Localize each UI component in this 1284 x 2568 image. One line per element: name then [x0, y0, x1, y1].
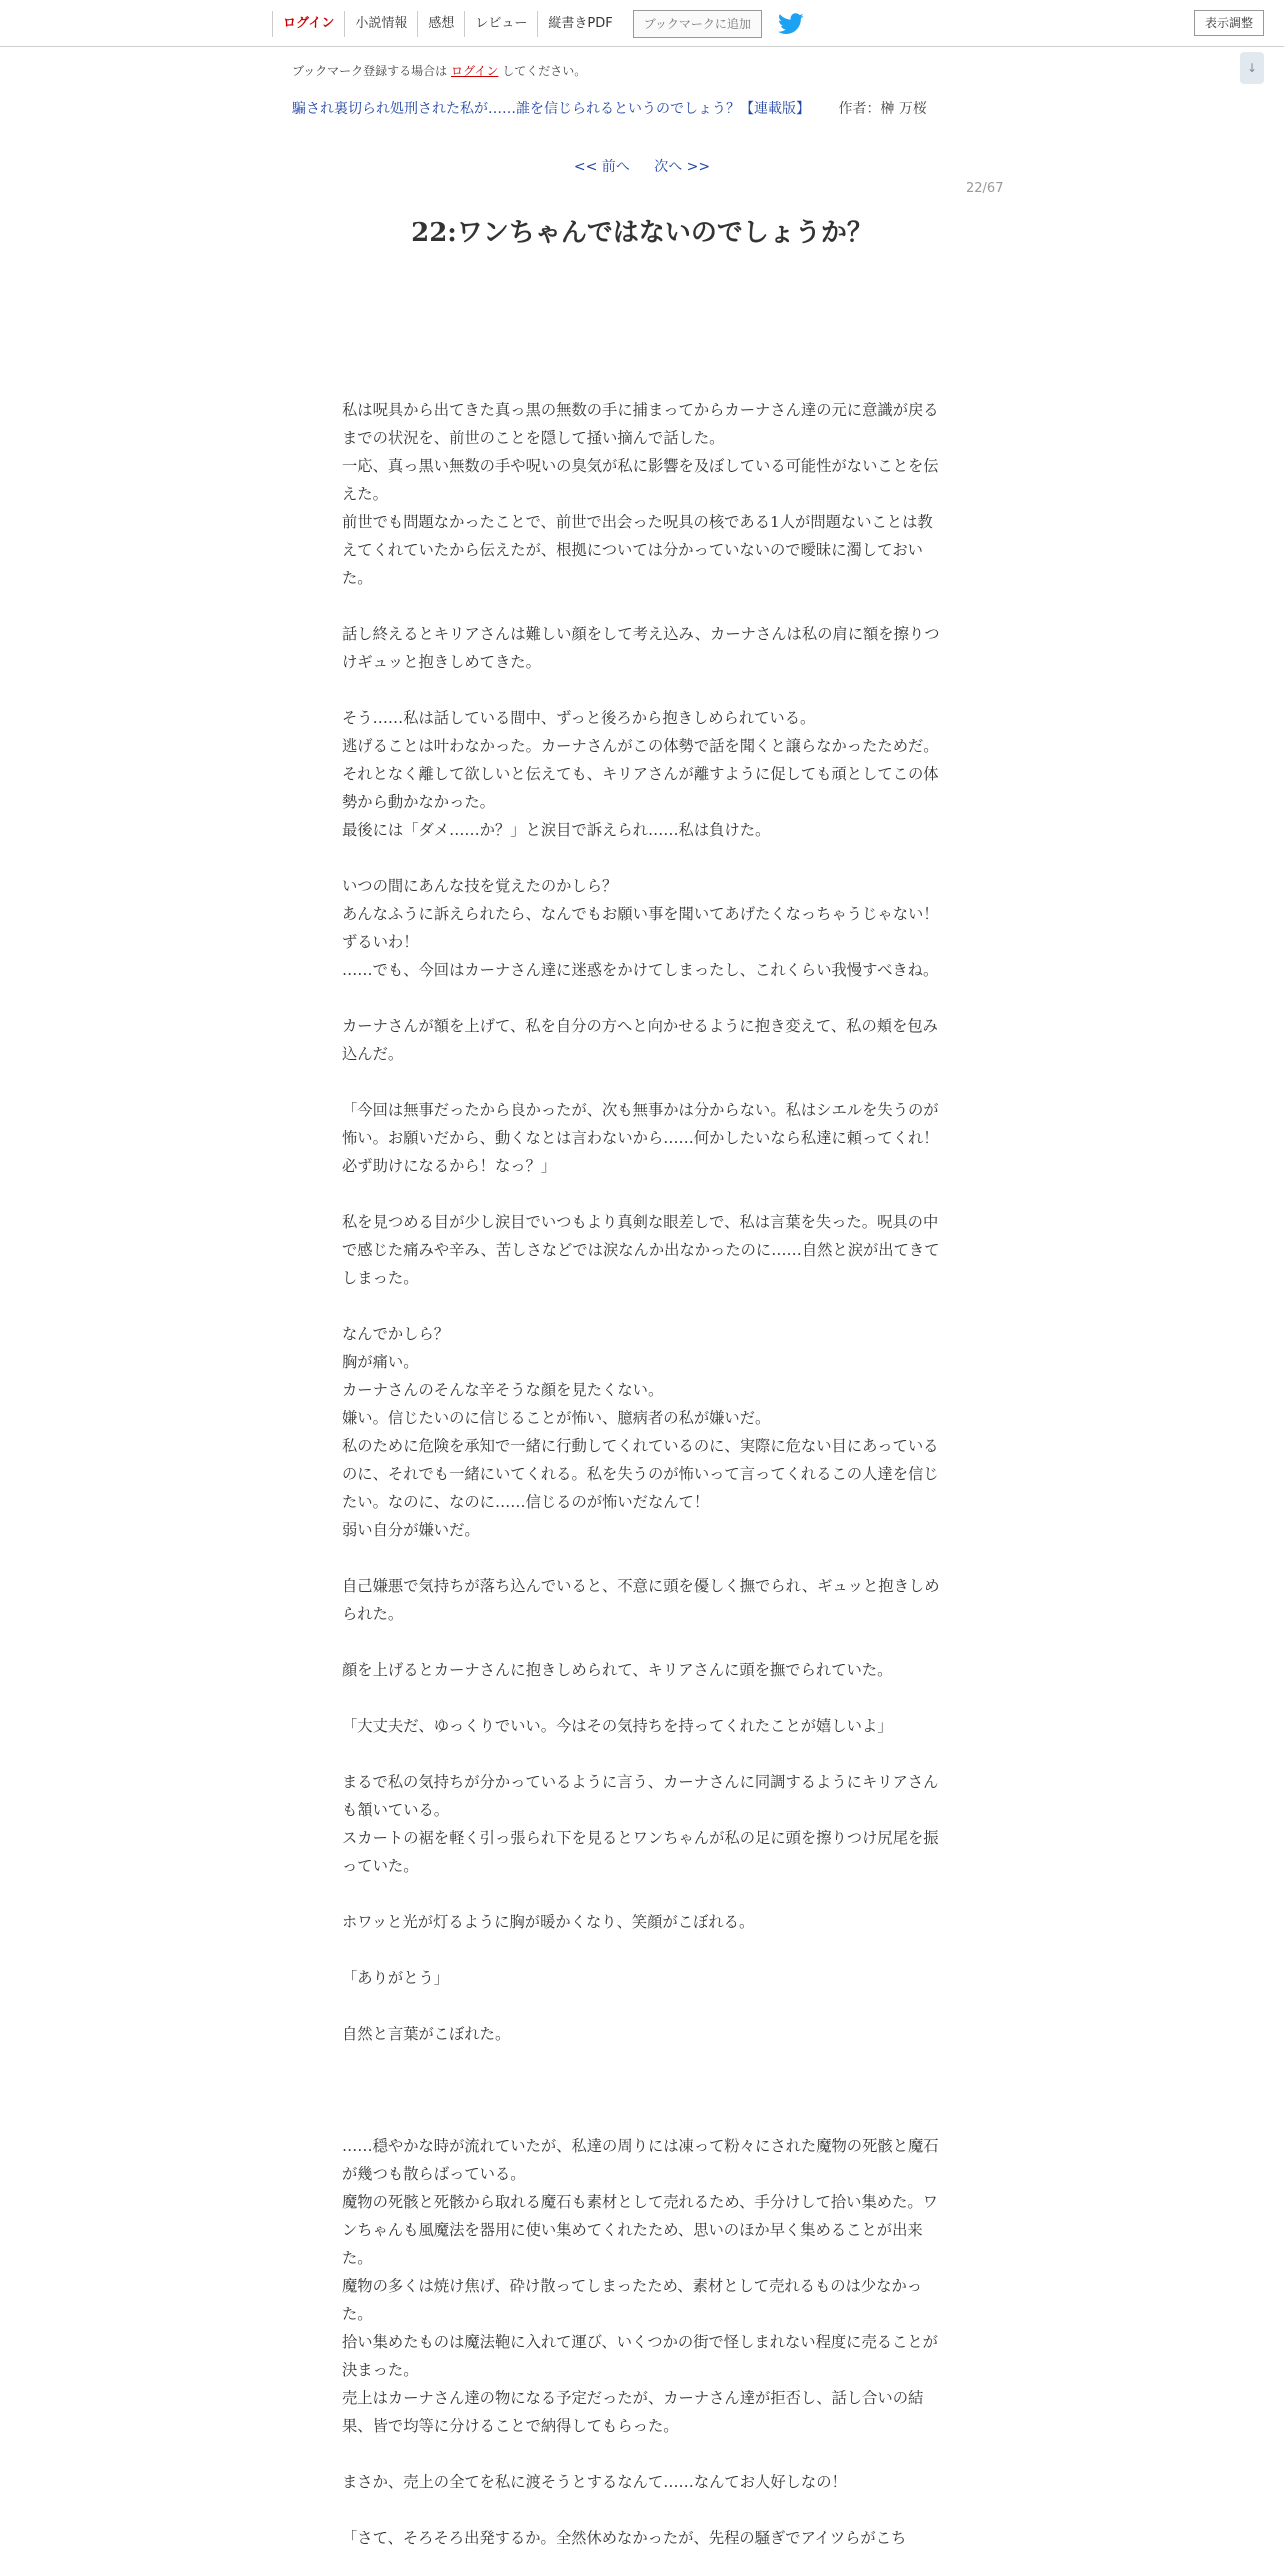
body-paragraph: 最後には「ダメ……か？」と涙目で訴えられ……私は負けた。 — [342, 821, 771, 839]
body-paragraph — [342, 368, 942, 396]
prev-chapter-link[interactable]: << 前へ — [573, 159, 630, 175]
body-paragraph — [342, 1936, 942, 1964]
novel-title-link[interactable]: 騙され裏切られ処刑された私が……誰を信じられるというのでしょう？【連載版】 — [292, 101, 810, 117]
top-nav — [272, 10, 804, 38]
chapter-title: 22:ワンちゃんではないのでしょうか？ — [411, 218, 873, 248]
body-paragraph: 私は呪具から出てきた真っ黒の無数の手に捕まってからカーナさん達の元に意識が戻るまでの状況を、前世のことを隠して掻い摘んで話した。 — [342, 401, 939, 447]
next-chapter-link[interactable]: 次へ >> — [654, 159, 711, 175]
body-paragraph: それとなく離して欲しいと伝えても、キリアさんが離すように促しても頑としてこの体勢から動かなかった。 — [342, 765, 939, 811]
display-settings-button[interactable]: 表示調整 — [1194, 10, 1264, 36]
body-paragraph — [342, 2104, 942, 2132]
body-paragraph — [342, 1292, 942, 1320]
body-paragraph: 逃げることは叶わなかった。カーナさんがこの体勢で話を聞くと譲らなかったためだ。 — [342, 737, 939, 755]
body-paragraph — [342, 2496, 942, 2524]
body-paragraph: 「大丈夫だ、ゆっくりでいい。今はその気持ちを持ってくれたことが嬉しいよ」 — [342, 1717, 893, 1735]
body-paragraph — [342, 1684, 942, 1712]
body-paragraph: 魔物の死骸と死骸から取れる魔石も素材として売れるため、手分けして拾い集めた。ワンちゃんも風魔法を器用に使い集めてくれたため、思いのほか早く集めることが出来た。 — [342, 2193, 938, 2267]
body-paragraph — [342, 676, 942, 704]
body-paragraph: 自然と言葉がこぼれた。 — [342, 2025, 511, 2043]
chapter-pager — [0, 156, 1284, 176]
body-paragraph: 「さて、そろそろ出発するか。全然休めなかったが、先程の騒ぎでアイツらがこち — [342, 2529, 907, 2547]
body-paragraph: いつの間にあんな技を覚えたのかしら？ — [342, 877, 618, 895]
body-paragraph: なんでかしら？ — [342, 1325, 450, 1343]
body-paragraph: 自己嫌悪で気持ちが落ち込んでいると、不意に頭を優しく撫でられ、ギュッと抱きしめられた。 — [342, 1577, 940, 1623]
body-paragraph: ずるいわ！ — [342, 933, 419, 951]
body-paragraph: 話し終えるとキリアさんは難しい顔をして考え込み、カーナさんは私の肩に額を擦りつけギュッと抱きしめてきた。 — [342, 625, 940, 671]
body-paragraph — [342, 2440, 942, 2468]
body-paragraph: スカートの裾を軽く引っ張られ下を見るとワンちゃんが私の足に頭を擦りつけ尻尾を振っていた。 — [342, 1829, 939, 1875]
notice-text-after: してください。 — [502, 64, 587, 78]
body-paragraph — [342, 1880, 942, 1908]
novel-header — [292, 98, 927, 118]
body-paragraph: 「今回は無事だったから良かったが、次も無事かは分からない。私はシエルを失うのが怖い。お願いだから、動くなとは言わないから……何かしたいなら私達に頼ってくれ！必ず助けになるから！なっ？」 — [342, 1101, 939, 1175]
body-paragraph: ホワッと光が灯るように胸が暖かくなり、笑顔がこぼれる。 — [342, 1913, 755, 1931]
body-paragraph: あんなふうに訴えられたら、なんでもお願い事を聞いてあげたくなっちゃうじゃない！ — [342, 905, 939, 923]
notice-login-link[interactable]: ログイン — [451, 64, 499, 78]
scroll-down-button[interactable]: ↓ — [1240, 52, 1264, 84]
body-paragraph: 拾い集めたものは魔法鞄に入れて運び、いくつかの街で怪しまれない程度に売ることが決まった。 — [342, 2333, 938, 2379]
novel-author: 作者：榊 万桜 — [838, 101, 927, 117]
nav-vertical-pdf[interactable]: 縦書きPDF — [537, 11, 622, 37]
body-paragraph: ……穏やかな時が流れていたが、私達の周りには凍って粉々にされた魔物の死骸と魔石が幾つも散らばっている。 — [342, 2137, 939, 2183]
body-paragraph — [342, 1628, 942, 1656]
body-paragraph: 前世でも問題なかったことで、前世で出会った呪具の核である1人が問題ないことは教えてくれていたから伝えたが、根拠については分かっていないので曖昧に濁しておいた。 — [342, 513, 933, 587]
body-paragraph — [342, 340, 942, 368]
bookmark-button[interactable]: ブックマークに追加 — [633, 10, 762, 38]
body-paragraph — [342, 592, 942, 620]
chapter-body — [342, 340, 942, 2552]
body-paragraph: 嫌い。信じたいのに信じることが怖い、臆病者の私が嫌いだ。 — [342, 1409, 771, 1427]
body-paragraph — [342, 1068, 942, 1096]
nav-novel-info[interactable]: 小説情報 — [344, 11, 417, 37]
twitter-icon[interactable] — [778, 13, 804, 35]
body-paragraph: ……でも、今回はカーナさん達に迷惑をかけてしまったし、これくらい我慢すべきね。 — [342, 961, 939, 979]
body-paragraph: 売上はカーナさん達の物になる予定だったが、カーナさん達が拒否し、話し合いの結果、皆で均等に分けることで納得してもらった。 — [342, 2389, 924, 2435]
body-paragraph: 魔物の多くは焼け焦げ、砕け散ってしまったため、素材として売れるものは少なかった。 — [342, 2277, 923, 2323]
body-paragraph: まるで私の気持ちが分かっているように言う、カーナさんに同調するようにキリアさんも頷いている。 — [342, 1773, 939, 1819]
body-paragraph: 私を見つめる目が少し涙目でいつもより真剣な眼差しで、私は言葉を失った。呪具の中で感じた痛みや辛み、苦しさなどでは涙なんか出なかったのに……自然と涙が出てきてしまった。 — [342, 1213, 940, 1287]
body-paragraph: 弱い自分が嫌いだ。 — [342, 1521, 480, 1539]
body-paragraph — [342, 1544, 942, 1572]
body-paragraph — [342, 1992, 942, 2020]
nav-review[interactable]: レビュー — [464, 11, 537, 37]
page-count: 22/67 — [966, 181, 1004, 196]
bookmark-notice — [292, 62, 586, 79]
body-paragraph: カーナさんのそんな辛そうな顔を見たくない。 — [342, 1381, 664, 1399]
body-paragraph — [342, 1180, 942, 1208]
body-paragraph: 一応、真っ黒い無数の手や呪いの臭気が私に影響を及ぼしている可能性がないことを伝えた。 — [342, 457, 939, 503]
body-paragraph: 胸が痛い。 — [342, 1353, 419, 1371]
body-paragraph: 顔を上げるとカーナさんに抱きしめられて、キリアさんに頭を撫でられていた。 — [342, 1661, 893, 1679]
body-paragraph — [342, 984, 942, 1012]
body-paragraph: カーナさんが額を上げて、私を自分の方へと向かせるように抱き変えて、私の頬を包み込んだ。 — [342, 1017, 938, 1063]
body-paragraph — [342, 844, 942, 872]
body-paragraph: 「ありがとう」 — [342, 1969, 450, 1987]
site-header — [0, 0, 1284, 47]
body-paragraph: まさか、売上の全てを私に渡そうとするなんて……なんてお人好しなの！ — [342, 2473, 847, 2491]
body-paragraph — [342, 2076, 942, 2104]
notice-text-before: ブックマーク登録する場合は — [292, 64, 448, 78]
nav-impressions[interactable]: 感想 — [417, 11, 464, 37]
body-paragraph — [342, 2048, 942, 2076]
body-paragraph: そう……私は話している間中、ずっと後ろから抱きしめられている。 — [342, 709, 816, 727]
body-paragraph: 私のために危険を承知で一緒に行動してくれているのに、実際に危ない目にあっているのに、それでも一緒にいてくれる。私を失うのが怖いって言ってくれるこの人達を信じたい。なのに、なのに……信じるのが怖いだなんて！ — [342, 1437, 939, 1511]
nav-login[interactable]: ログイン — [272, 11, 344, 37]
body-paragraph — [342, 1740, 942, 1768]
